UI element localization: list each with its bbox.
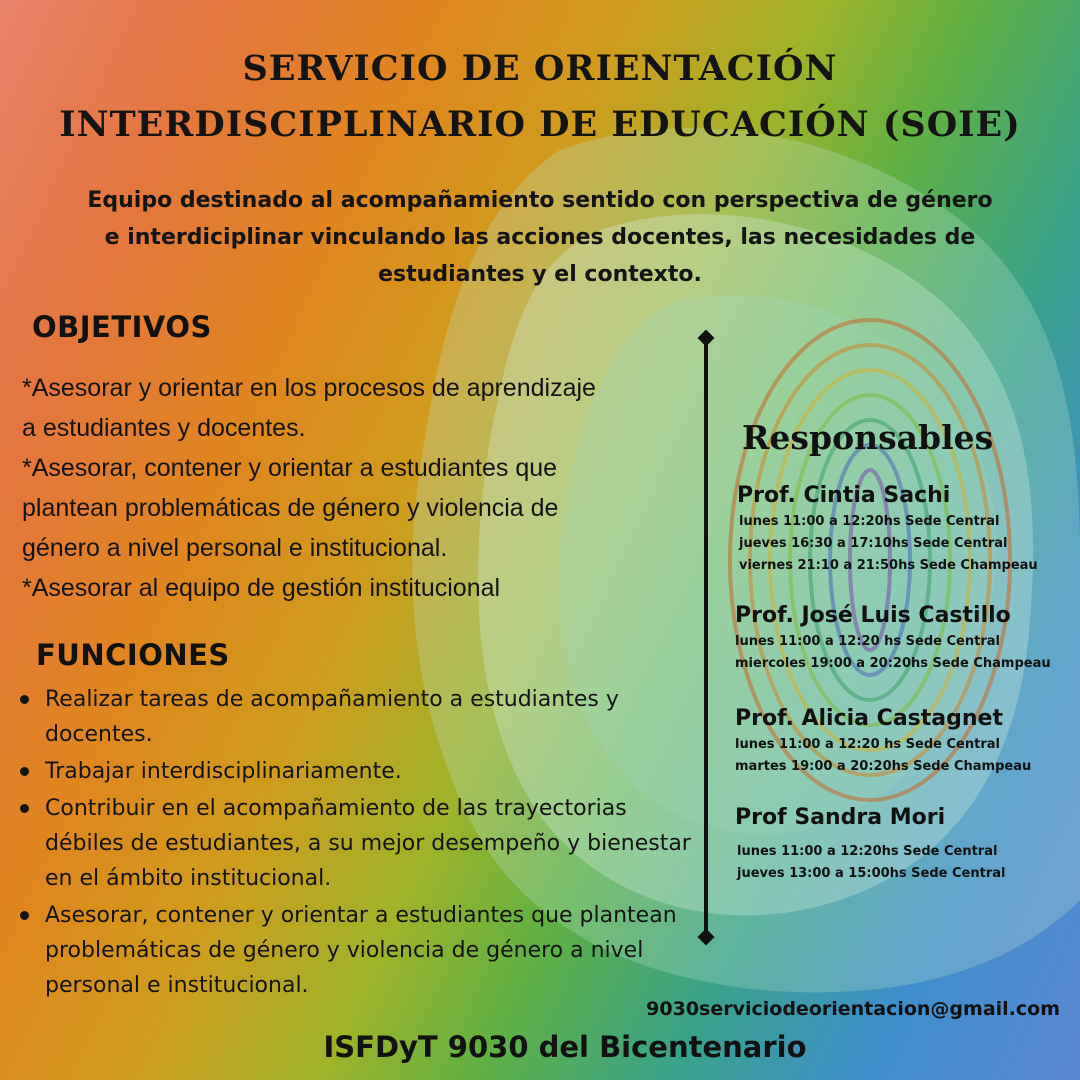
objetivo-line: a estudiantes y docentes.	[22, 414, 306, 442]
funcion-item	[20, 791, 710, 896]
objetivo-line: *Asesorar, contener y orientar a estudiantes que	[22, 454, 558, 482]
funcion-item	[20, 898, 710, 1003]
schedule-line: lunes 11:00 a 12:20hs Sede Central	[739, 514, 1000, 529]
title-line-1: SERVICIO DE ORIENTACIÓN	[242, 48, 838, 89]
funcion-text: Contribuir en el acompañamiento de las trayectorias débiles de estudiantes, a su mejor desempeño y bienestar en el ámbito institucional.	[45, 796, 691, 891]
objetivo-line: plantean problemáticas de género y violencia de	[22, 494, 559, 522]
funcion-text: Realizar tareas de acompañamiento a estudiantes y docentes.	[45, 687, 619, 747]
bullet-icon	[20, 911, 29, 920]
responsable-name: Prof Sandra Mori	[735, 805, 946, 830]
funcion-text: Trabajar interdisciplinariamente.	[45, 759, 402, 784]
intro-line: e interdiciplinar vinculando las acciones docentes, las necesidades de	[104, 225, 976, 250]
schedule-line: lunes 11:00 a 12:20hs Sede Central	[737, 844, 998, 859]
bullet-icon	[20, 804, 29, 813]
objetivo-line: género a nivel personal e institucional.	[22, 534, 448, 562]
schedule-line: jueves 13:00 a 15:00hs Sede Central	[737, 866, 1006, 881]
intro-text	[40, 182, 1040, 293]
responsable-name: Prof. José Luis Castillo	[735, 603, 1011, 628]
vertical-divider	[704, 338, 708, 938]
objetivo-line: *Asesorar al equipo de gestión institucional	[22, 574, 501, 602]
funciones-heading: FUNCIONES	[36, 638, 230, 672]
bullet-icon	[20, 695, 29, 704]
objetivos-heading: OBJETIVOS	[32, 310, 212, 344]
contact-email: 9030serviciodeorientacion@gmail.com	[646, 998, 1060, 1020]
schedule-line: jueves 16:30 a 17:10hs Sede Central	[739, 536, 1008, 551]
responsable-card	[735, 601, 1051, 675]
schedule-line: miercoles 19:00 a 20:20hs Sede Champeau	[735, 656, 1051, 671]
funciones-list	[20, 682, 710, 1005]
funcion-item	[20, 754, 710, 789]
responsable-name: Prof. Cintia Sachi	[737, 483, 951, 508]
objetivo-line: *Asesorar y orientar en los procesos de aprendizaje	[22, 374, 596, 402]
title-line-2: INTERDISCIPLINARIO DE EDUCACIÓN (SOIE)	[59, 104, 1021, 145]
responsable-card	[735, 803, 1005, 885]
schedule-line: lunes 11:00 a 12:20 hs Sede Central	[735, 737, 1000, 752]
objetivos-list	[22, 368, 702, 608]
intro-line: Equipo destinado al acompañamiento sentido con perspectiva de género	[87, 188, 993, 213]
bullet-icon	[20, 767, 29, 776]
responsable-card	[737, 481, 1038, 577]
funcion-item	[20, 682, 710, 752]
responsables-heading: Responsables	[742, 418, 994, 457]
schedule-line: lunes 11:00 a 12:20 hs Sede Central	[735, 634, 1000, 649]
schedule-line: martes 19:00 a 20:20hs Sede Champeau	[735, 759, 1032, 774]
schedule-line: viernes 21:10 a 21:50hs Sede Champeau	[739, 558, 1038, 573]
schedule-group	[735, 841, 1005, 885]
institution-footer: ISFDyT 9030 del Bicentenario	[323, 1030, 807, 1064]
funcion-text: Asesorar, contener y orientar a estudiantes que plantean problemáticas de género y violencia de género a nivel personal e institucional.	[45, 903, 677, 998]
responsable-name: Prof. Alicia Castagnet	[735, 706, 1003, 731]
responsable-card	[735, 704, 1031, 778]
intro-line: estudiantes y el contexto.	[378, 262, 702, 287]
